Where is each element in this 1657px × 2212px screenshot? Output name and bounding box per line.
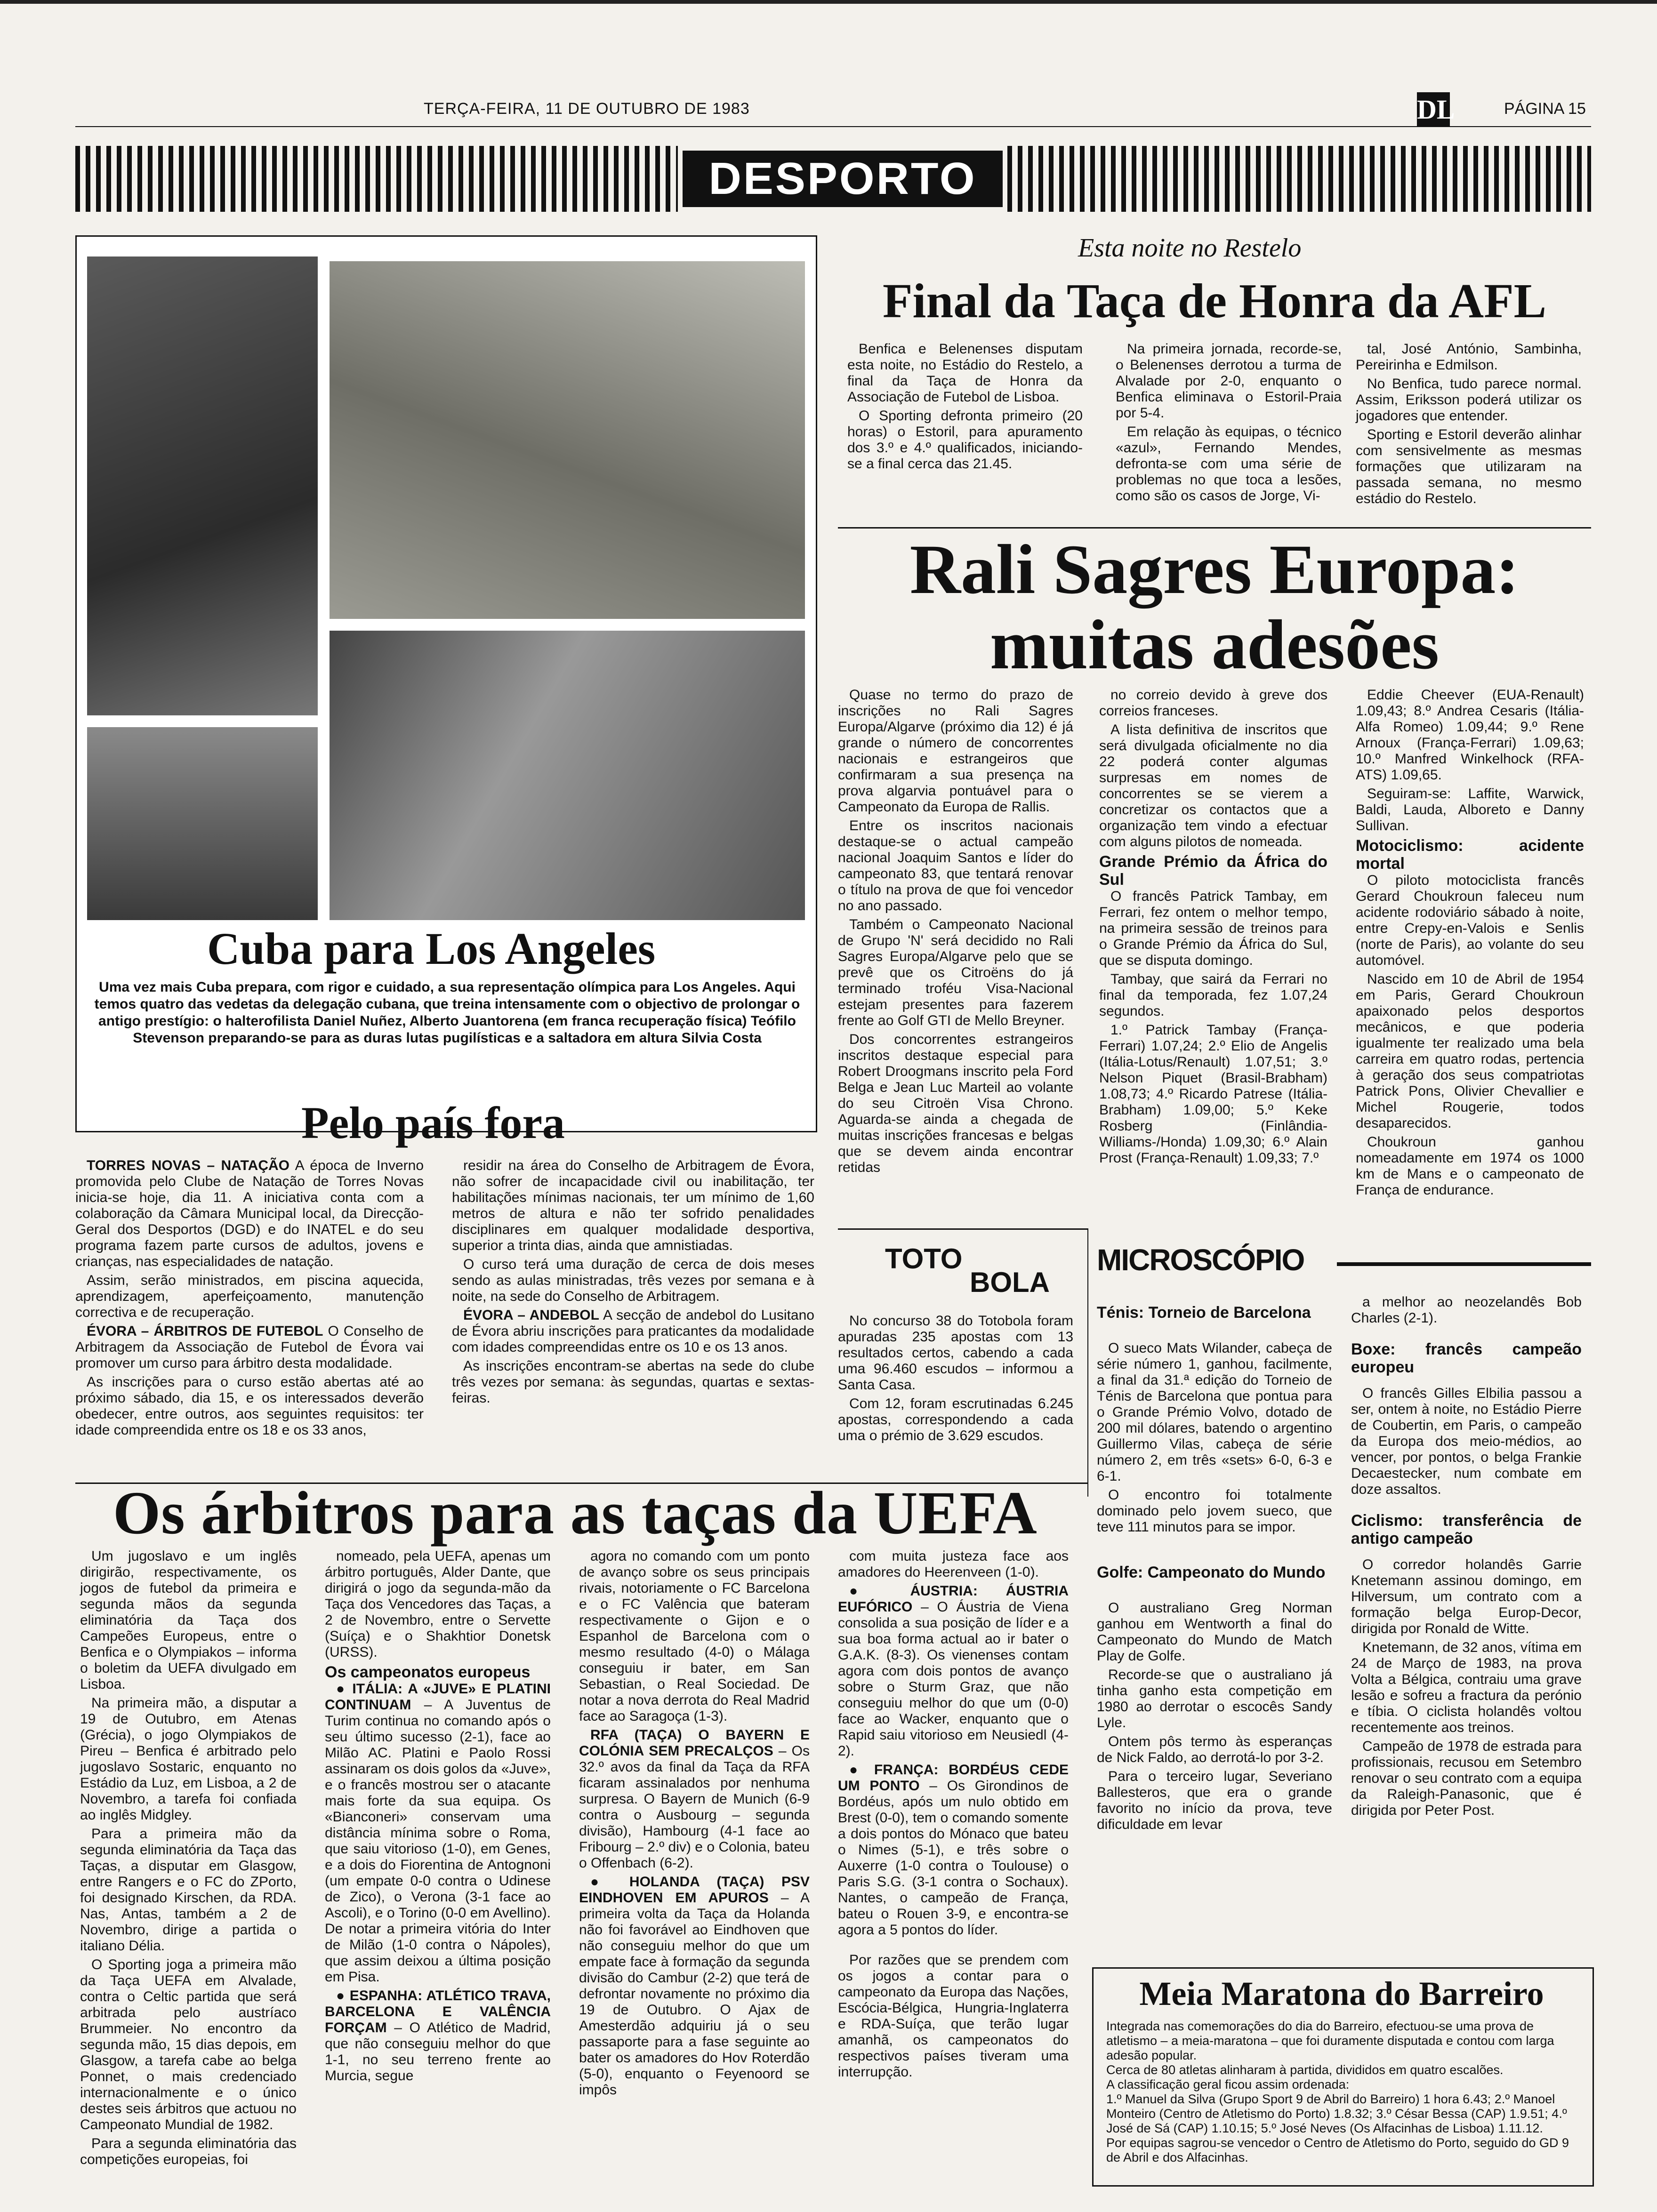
uefa-text: – Os 32.º avos da final da Taça da RFA ficaram assinalados por nenhuma surpresa. O Bayern de Munich (6-9 contra o Ausbourg – segunda divisão), Hambourg (4-1 face ao Fribourg – 2.º div) e o Colonia, bateu o Offenbach (6-2). <box>579 1743 810 1871</box>
rali-column-2 <box>1099 687 1327 1169</box>
runners-photo <box>330 261 805 619</box>
microscopio-column-1 <box>1097 1304 1332 1835</box>
uefa-paragraph <box>325 1681 551 1985</box>
rali-paragraph: Dos concorrentes estrangeiros inscritos destaque especial para Robert Droogmans inscrito pela Ford Belga e Jean Luc Marteil ao volante do seu Citroën Visa Chrono. Aguarda-se ainda a chegada de muitas inscrições francesas e belgas que se devem ainda encontrar retidas <box>838 1032 1073 1175</box>
uefa-paragraph: agora no comando com um ponto de avanço sobre os seus principais rivais, notoriamente o FC Barcelona e o FC Valência que bateram respectivamente o Gijon e o Espanhol de Barcelona com o mesmo resultado (4-0) o Málaga conseguiu ir bater, em San Sebastian, o Real Sociedad. De notar a nova derrota do Real Madrid face ao Saragoça (1-3). <box>579 1548 810 1724</box>
golfe-paragraph: Para o terceiro lugar, Severiano Ballesteros, que era o grande favorito no início da prova, teve dificuldade em levar <box>1097 1769 1332 1832</box>
boxe-subheading: Boxe: francês campeão europeu <box>1351 1340 1582 1376</box>
meia-paragraph: Cerca de 80 atletas alinharam à partida, divididos em quatro escalões. <box>1106 2063 1504 2077</box>
ciclismo-paragraph: O corredor holandês Garrie Knetemann assinou domingo, em Hilversum, um contrato com a formação belga Europ-Decor, dirigida por Ronald de Witte. <box>1351 1557 1582 1636</box>
rali-paragraph: Eddie Cheever (EUA-Renault) 1.09,43; 8.º Andrea Cesaris (Itália-Alfa Romeo) 1.09,44; 9.º Rene Arnoux (França-Ferrari) 1.09,63; 10.º Manfred Winkelhock (RFA-ATS) 1.09,65. <box>1356 687 1584 783</box>
golfe-paragraph: Recorde-se que o australiano já tinha ganho esta competição em 1980 ao derrotar o escocês Sandy Lyle. <box>1097 1667 1332 1731</box>
uefa-paragraph: com muita justeza face aos amadores do Heerenveen (1-0). <box>838 1548 1069 1580</box>
header-divider <box>75 126 1591 127</box>
pais-paragraph: As inscrições para o curso estão abertas até ao próximo sábado, dia 15, e os interessados deverão obedecer, entre outros, aos seguintes requisitos: ter idade compreendida entre os 18 e os 33 anos, <box>75 1374 424 1438</box>
tenis-subheading: Ténis: Torneio de Barcelona <box>1097 1304 1311 1322</box>
rali-paragraph: Nascido em 10 de Abril de 1954 em Paris, Gerard Choukroun apaixonado pelos desportos mecânicos, e que poderia igualmente ter realizado uma bela carreira em quatro rodas, pertencia à geração dos seus compatriotas Patrick Pons, Olivier Chevallier e Michel Rougerie, todos desaparecidos. <box>1356 971 1584 1131</box>
afl-divider <box>838 527 1591 529</box>
uefa-lead: RFA (TAÇA) O BAYERN E COLÓNIA SEM PRECALÇOS <box>579 1727 810 1759</box>
moto-subheading: Motociclismo: acidente mortal <box>1356 837 1584 873</box>
gp-subheading: Grande Prémio da África do Sul <box>1099 853 1327 889</box>
pais-paragraph: As inscrições encontram-se abertas na sede do clube três vezes por semana: às segundas, quartas e sextas-feiras. <box>452 1358 814 1406</box>
uefa-lead: ● ÁUSTRIA: ÁUSTRIA EUFÓRICO <box>838 1583 1069 1615</box>
column-divider <box>1087 1228 1088 1497</box>
pais-text: A secção de andebol do Lusitano de Évora abriu inscrições para praticantes da modalidade com idades compreendidas entre os 10 e os 13 anos. <box>452 1307 814 1355</box>
pais-paragraph <box>75 1158 424 1270</box>
meia-paragraph: Por equipas sagrou-se vencedor o Centro de Atletismo do Porto, seguido do GD 9 de Abril e dos Alfacinhas. <box>1106 2136 1569 2164</box>
pais-paragraph: O curso terá uma duração de cerca de dois meses sendo as aulas ministradas, três vezes por semana e à noite, na sede do Conselho de Arbitragem. <box>452 1257 814 1304</box>
uefa-lead: ● HOLANDA (TAÇA) PSV EINDHOVEN EM APUROS <box>579 1874 810 1906</box>
afl-paragraph: Sporting e Estoril deverão alinhar com sensivelmente as mesmas formações que utilizaram na passada semana, no mesmo estádio do Restelo. <box>1356 427 1582 506</box>
afl-paragraph: Em relação às equipas, o técnico «azul», Fernando Mendes, defronta-se com uma série de problemas no que toca a lesões, como são os casos de Jorge, Vi- <box>1116 424 1342 504</box>
pais-paragraph <box>452 1307 814 1355</box>
uefa-text: – A Juventus de Turim continua no comando após o seu último sucesso (2-1), face ao Milão AC. Platini e Paolo Rossi assinaram os dois golos da «Juve», e o francês mostrou ser o atacante mais forte da sua equipa. Os «Bianconeri» conservam uma distância mínima sobre o Roma, que saiu vitorioso (1-0), em Genes, e a dois do Fiorentina de Antognoni (um empate 0-0 contra o Udinese de Zico), o Verona (3-1 face ao Ascoli), e o Torino (0-0 em Avellino). De notar a primeira vitória do Inter de Milão (1-0 contra o Nápoles), que assim deixou a última posição em Pisa. <box>325 1697 551 1985</box>
rali-paragraph: A lista definitiva de inscritos que será divulgada oficialmente no dia 22 poderá conter algumas surpresas em nomes de concorrentes se se vierem a concretizar os contactos que a organização tem vindo a efectuar com alguns pilotos de nomeada. <box>1099 722 1327 850</box>
afl-column-3 <box>1356 341 1582 510</box>
meia-paragraph: 1.º Manuel da Silva (Grupo Sport 9 de Abril do Barreiro) 1 hora 6.43; 2.º Manoel Monteiro (Centro de Atletismo do Porto) 1.8.32; 3.º César Bessa (CAP) 1.9.51; 4.º José de Sá (CAP) 1.10.15; 5.º José Neves (Os Alfacinhas de Lisboa) 1.11.12. <box>1106 2092 1567 2135</box>
top-rule <box>0 0 1657 4</box>
page-number: PÁGINA 15 <box>1504 100 1586 118</box>
rali-column-1 <box>838 687 1073 1178</box>
tenis-paragraph: O sueco Mats Wilander, cabeça de série número 1, ganhou, facilmente, a final da 31.ª edição do Torneio de Ténis de Barcelona que pontua para o Grande Prémio Volvo, dotado de 200 mil dólares, batendo o argentino Guillermo Vilas, cabeça de série número 2, em três «sets» 6-0, 6-3 e 6-1. <box>1097 1340 1332 1484</box>
uefa-column-3 <box>579 1548 810 2101</box>
golfe-paragraph: O australiano Greg Norman ganhou em Wentworth a final do Campeonato do Mundo de Match Play de Golfe. <box>1097 1600 1332 1664</box>
uefa-paragraph: Na primeira mão, a disputar a 19 de Outubro, em Atenas (Grécia), o jogo Olympiakos de Pireu – Benfica é arbitrado pelo jugoslavo Sostaric, enquanto no Estádio da Luz, em Lisboa, a 2 de Novembro, a tarefa foi confiada ao inglês Midgley. <box>80 1695 297 1823</box>
rali-headline-2: muitas adesões <box>989 606 1440 684</box>
toto-paragraph: Com 12, foram escrutinadas 6.245 apostas, correspondendo a cada uma o prémio de 3.629 escudos. <box>838 1396 1073 1443</box>
toto-title-1: TOTO <box>885 1243 963 1274</box>
uefa-paragraph: Um jugoslavo e um inglês dirigirão, respectivamente, os jogos de futebol da primeira e segunda mãos da segunda eliminatória da Taça dos Campeões Europeus, entre o Benfica e o Olympiakos – informa o boletim da UEFA divulgado em Lisboa. <box>80 1548 297 1692</box>
pais-paragraph: Assim, serão ministrados, em piscina aquecida, aprendizagem, aperfeiçoamento, manutenção correctiva e de recuperação. <box>75 1273 424 1320</box>
toto-title-2: BOLA <box>970 1266 1050 1298</box>
afl-paragraph: Na primeira jornada, recorde-se, o Belenenses derrotou a turma de Alvalade por 2-0, enquanto o Benfica eliminava o Estoril-Praia por 5-4. <box>1116 341 1342 421</box>
pais-text: O Conselho de Arbitragem da Associação de Futebol de Évora vai promover um curso para árbitro desta modalidade. <box>75 1323 424 1371</box>
uefa-paragraph: Para a segunda eliminatória das competições europeias, foi <box>80 2136 297 2167</box>
uefa-paragraph <box>579 1727 810 1871</box>
uefa-column-1 <box>80 1548 297 2171</box>
pais-paragraph: residir na área do Conselho de Arbitragem de Évora, não sofrer de incapacidade civil ou inabilitação, ter habilitações mínimas nacionais, ter um mínimo de 1,60 metros de altura e não ter sofrido penalidades disciplinares em qualquer modalidade desportiva, superior a trinta dias, ainda que amnistiadas. <box>452 1158 814 1253</box>
uefa-column-4 <box>838 1548 1069 2083</box>
afl-column-2 <box>1116 341 1342 507</box>
uefa-text: – Os Girondinos de Bordéus, após um nulo obtido em Brest (0-0), tem o comando somente a dois pontos do Mónaco que bateu o Nimes (5-1), e três sobre o Auxerre (1-0 contra o Toulouse) o Paris S.G. (3-1 contra o Sochaux). Nantes, o campeão de França, bateu o Rouen 3-9, e encontra-se agora a 5 pontos do líder. <box>838 1778 1069 1938</box>
issue-date: TERÇA-FEIRA, 11 DE OUTUBRO DE 1983 <box>424 100 750 118</box>
boxe-paragraph: O francês Gilles Elbilia passou a ser, ontem à noite, no Estádio Pierre de Coubertin, em Paris, o campeão da Europa dos meio-médios, ao vencer, por pontos, o belga Frankie Decaestecker, num combate em doze assaltos. <box>1351 1386 1582 1497</box>
uefa-text: – O Atlético de Madrid, que não conseguiu melhor do que 1-1, no seu terreno frente ao Murcia, segue <box>325 2020 551 2084</box>
uefa-paragraph <box>325 1988 551 2084</box>
uefa-paragraph: Por razões que se prendem com os jogos a contar para o campeonato da Europa das Nações, Escócia-Bélgica, Hungria-Inglaterra e RDA-Suíça, que terão lugar amanhã, os campeonatos do respectivos países tiveram uma interrupção. <box>838 1952 1069 2080</box>
tenis-paragraph: O encontro foi totalmente dominado pelo jovem sueco, que teve 111 minutos para se impor. <box>1097 1487 1332 1535</box>
rali-paragraph: no correio devido à greve dos correios franceses. <box>1099 687 1327 719</box>
golfe-paragraph: Ontem pôs termo às esperanças de Nick Faldo, ao derrotá-lo por 3-2. <box>1097 1734 1332 1765</box>
pais-lead: ÉVORA – ÁRBITROS DE FUTEBOL <box>87 1323 323 1339</box>
uefa-headline: Os árbitros para as taças da UEFA <box>113 1479 1038 1547</box>
uefa-lead: ● ESPANHA: ATLÉTICO TRAVA, BARCELONA E VALÊNCIA FORÇAM <box>325 1988 551 2036</box>
uefa-text: – A primeira volta da Taça da Holanda não foi favorável ao Eindhoven que não conseguiu melhor do que um empate face à formação da segunda divisão do Cambur (2-2) que terá de defrontar novamente no próximo dia 19 de Outubro. O Ajax de Amesterdão adquiriu já o seu passaporte para a fase seguinte ao bater os amadores do Hov Roterdão (5-0), enquanto o Feyenoord se impôs <box>579 1890 810 2098</box>
uefa-lead: ● FRANÇA: BORDÉUS CEDE UM PONTO <box>838 1762 1069 1794</box>
uefa-lead: ● ITÁLIA: A «JUVE» E PLATINI CONTINUAM <box>325 1681 551 1713</box>
boxer-photo <box>87 727 318 920</box>
cuba-caption: Uma vez mais Cuba prepara, com rigor e cuidado, a sua representação olímpica para Los Angeles. Aqui temos quatro das vedetas da delegação cubana, que treina intensamente com o objectivo de prolongar o antigo prestígio: o halterofilista Daniel Nuñez, Alberto Juantorena (em franca recuperação física) Teófilo Stevenson preparando-se para as duras lutas pugilísticas e a saltadora em altura Silvia Costa <box>94 979 800 1046</box>
section-stripes-left <box>75 146 678 212</box>
afl-kicker: Esta noite no Restelo <box>1078 233 1302 263</box>
rali-paragraph: Também o Campeonato Nacional de Grupo 'N' será decidido no Rali Sagres Europa/Algarve pelo que se prevê que os Citroëns do já terminado troféu Visa-Nacional estejam presentes para fazerem frente ao Golf GTI de Mello Breyner. <box>838 917 1073 1028</box>
campeonatos-subheading: Os campeonatos europeus <box>325 1663 531 1681</box>
meia-body <box>1106 2019 1577 2165</box>
uefa-paragraph <box>838 1762 1069 1938</box>
afl-paragraph: No Benfica, tudo parece normal. Assim, Eriksson poderá utilizar os jogadores que entender. <box>1356 376 1582 424</box>
meia-paragraph: A classificação geral ficou assim ordenada: <box>1106 2077 1350 2092</box>
pais-headline: Pelo país fora <box>301 1098 565 1148</box>
pais-lead: ÉVORA – ANDEBOL <box>463 1307 599 1323</box>
rali-paragraph: Entre os inscritos nacionais destaque-se o actual campeão nacional Joaquim Santos e líder do campeonato 83, que tentará renovar o título na prova de que foi vencedor no ano passado. <box>838 818 1073 914</box>
ciclismo-paragraph: Knetemann, de 32 anos, vítima em 24 de Março de 1983, na prova Volta a Bélgica, contraiu uma grave lesão e sofreu a fractura da perónio e tíbia. O ciclista holandês voltou recentemente aos treinos. <box>1351 1640 1582 1735</box>
uefa-text: – O Áustria de Viena consolida a sua posição de líder e a sua boa forma actual ao ir bater o G.A.K. (8-3). Os vienenses contam agora com dois pontos de avanço sobre o Sturm Graz, que não conseguiu melhor do que um (0-0) face ao Wacker, enquanto que o Rapid saiu vitorioso em Neusiedl (4-2). <box>838 1599 1069 1759</box>
golfe-subheading: Golfe: Campeonato do Mundo <box>1097 1563 1326 1581</box>
uefa-paragraph: nomeado, pela UEFA, apenas um árbitro português, Alder Dante, que dirigirá o jogo da segunda-mão da Taça dos Vencedores das Taças, a 2 de Novembro, entre o Servette (Suíça) e o Shakhtior Donetsk (URSS). <box>325 1548 551 1660</box>
cuba-headline: Cuba para Los Angeles <box>207 923 656 974</box>
rali-headline-1: Rali Sagres Europa: <box>909 530 1520 609</box>
rali-paragraph: O francês Patrick Tambay, em Ferrari, fez ontem o melhor tempo, na primeira sessão de treinos para o Grande Prémio da África do Sul, que se disputa domingo. <box>1099 889 1327 968</box>
meia-headline: Meia Maratona do Barreiro <box>1139 1975 1544 2012</box>
pais-column-1 <box>75 1158 424 1441</box>
afl-headline: Final da Taça de Honra da AFL <box>882 274 1547 328</box>
meia-paragraph: Integrada nas comemorações do dia do Barreiro, efectuou-se uma prova de atletismo – a meia-maratona – que foi duramente disputada e contou com larga adesão popular. <box>1106 2019 1554 2062</box>
golfe-paragraph: a melhor ao neozelandês Bob Charles (2-1). <box>1351 1294 1582 1326</box>
uefa-paragraph: O Sporting joga a primeira mão da Taça UEFA em Alvalade, contra o Celtic partida que será arbitrada pelo austríaco Brummeier. No encontro da segunda mão, 15 dias depois, em Glasgow, a tarefa cabe ao belga Ponnet, o mais credenciado internacionalmente e o único destes seis árbitros que actuou no Campeonato Mundial de 1982. <box>80 1957 297 2132</box>
afl-paragraph: O Sporting defronta primeiro (20 horas) o Estoril, para apuramento dos 3.º e 4.º qualificados, iniciando-se a final cerca das 21.45. <box>847 408 1083 472</box>
section-stripes-right <box>1007 146 1591 212</box>
toto-column <box>838 1313 1073 1447</box>
rali-column-3 <box>1356 687 1584 1201</box>
high-jumper-photo <box>330 631 805 920</box>
rali-paragraph: Tambay, que sairá da Ferrari no final da temporada, fez 1.07,24 segundos. <box>1099 971 1327 1019</box>
rali-paragraph: Choukroun ganhou nomeadamente em 1974 os 1000 km de Mans e o campeonato de França de endurance. <box>1356 1134 1584 1198</box>
pais-column-2 <box>452 1158 814 1409</box>
afl-column-1 <box>847 341 1083 475</box>
uefa-paragraph <box>579 1874 810 2098</box>
microscopio-bar <box>1337 1262 1591 1266</box>
section-title: DESPORTO <box>683 151 1003 207</box>
afl-paragraph: tal, José António, Sambinha, Pereirinha e Edmilson. <box>1356 341 1582 373</box>
afl-paragraph: Benfica e Belenenses disputam esta noite, no Estádio do Restelo, a final da Taça de Honra da Associação de Futebol de Lisboa. <box>847 341 1083 405</box>
rali-paragraph: 1.º Patrick Tambay (França-Ferrari) 1.07,24; 2.º Elio de Angelis (Itália-Lotus/Renault) 1.07,51; 3.º Nelson Piquet (Brasil-Brabham) 1.08,73; 4.º Ricardo Patrese (Itália-Brabham) 1.09,00; 5.º Keke Rosberg (Finlândia-Williams-/Honda) 1.09,30; 6.º Alain Prost (França-Renault) 1.09,33; 7.º <box>1099 1022 1327 1166</box>
pais-text: A época de Inverno promovida pelo Clube de Natação de Torres Novas inicia-se hoje, dia 11. A iniciativa conta com a colaboração da Câmara Municipal local, da Direcção-Geral dos Desportos (DGD) e do INATEL e do seu programa fazem parte cursos de adultos, jovens e crianças, nas especialidades de natação. <box>75 1158 424 1269</box>
toto-divider <box>838 1228 1087 1230</box>
weightlifter-photo <box>87 256 318 715</box>
rali-paragraph: Quase no termo do prazo de inscrições no Rali Sagres Europa/Algarve (próximo dia 12) é já grande o número de concorrentes nacionais e estrangeiros que confirmaram a sua presença na prova algarvia pontuável para o Campeonato da Europa de Rallis. <box>838 687 1073 815</box>
rali-paragraph: O piloto motociclista francês Gerard Choukroun faleceu num acidente rodoviário sábado à noite, entre Crepy-en-Valois e Senlis (norte de Paris), ao volante do seu automóvel. <box>1356 873 1584 968</box>
toto-paragraph: No concurso 38 do Totobola foram apuradas 235 apostas com 13 resultados certos, cabendo a cada uma 96.460 escudos – informou a Santa Casa. <box>838 1313 1073 1393</box>
uefa-column-2 <box>325 1548 551 2087</box>
pais-paragraph <box>75 1323 424 1371</box>
pais-lead: TORRES NOVAS – NATAÇÃO <box>87 1158 290 1173</box>
ciclismo-paragraph: Campeão de 1978 de estrada para profissionais, recusou em Setembro renovar o seu contrato com a equipa da Raleigh-Panasonic, que é dirigida por Peter Post. <box>1351 1739 1582 1818</box>
uefa-paragraph <box>838 1583 1069 1759</box>
newspaper-logo: DL <box>1417 92 1450 127</box>
microscopio-title: MICROSCÓPIO <box>1097 1243 1304 1277</box>
rali-paragraph: Seguiram-se: Laffite, Warwick, Baldi, Lauda, Alboreto e Danny Sullivan. <box>1356 786 1584 834</box>
microscopio-column-2 <box>1351 1294 1582 1821</box>
uefa-paragraph: Para a primeira mão da segunda eliminatória da Taça das Taças, a disputar em Glasgow, entre Rangers e o FC do ZPorto, foi designado Kirschen, da RDA. Nas, Antas, também a 2 de Novembro, dirige a partida o italiano Délia. <box>80 1826 297 1954</box>
ciclismo-subheading: Ciclismo: transferência de antigo campeão <box>1351 1512 1582 1547</box>
